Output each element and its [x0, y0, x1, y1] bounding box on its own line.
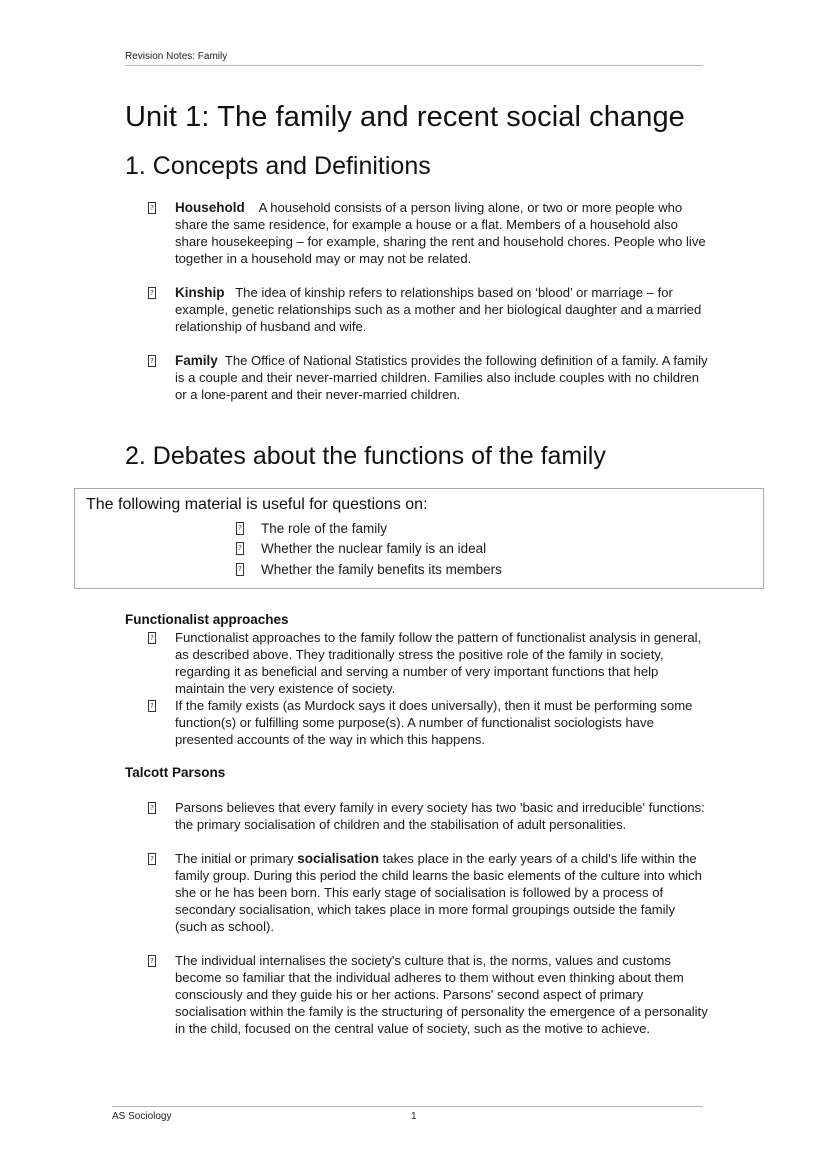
- bullet-icon: ?: [236, 542, 244, 555]
- bullet-icon: ?: [148, 853, 156, 865]
- bullet-icon: ?: [148, 700, 156, 712]
- bullet-icon: ?: [148, 955, 156, 967]
- useful-for-box: [74, 488, 764, 589]
- box-item: ? The role of the family: [236, 518, 502, 539]
- box-title: The following material is useful for questions on:: [86, 496, 428, 513]
- definition-term: Kinship: [175, 285, 225, 300]
- list-item: ? If the family exists (as Murdock says it does universally), then it must be performing some function(s) or fulfilling some purpose(s). A number of functionalist sociologists have presented accounts of the way in which this happens.: [148, 697, 708, 748]
- running-title: Revision Notes: Family: [125, 51, 228, 62]
- box-item: ? Whether the family benefits its members: [236, 559, 502, 580]
- definitions-list: [148, 199, 708, 420]
- functionalist-list: [148, 629, 708, 748]
- section-1-heading: 1. Concepts and Definitions: [125, 152, 431, 180]
- unit-title: Unit 1: The family and recent social change: [125, 101, 685, 133]
- definition-family: [148, 352, 708, 403]
- definition-kinship: [148, 284, 708, 335]
- definition-term: Family: [175, 353, 218, 368]
- bullet-icon: ?: [148, 287, 156, 299]
- bullet-icon: ?: [148, 802, 156, 814]
- page-footer: [112, 1106, 703, 1122]
- definition-text: A household consists of a person living alone, or two or more people who share the same residence, for example a house or a flat. Members of a household also share housekeeping – for example, sharing the rent and household chores. People who live together in a household may or may not be related.: [175, 200, 706, 266]
- bullet-icon: ?: [236, 563, 244, 576]
- section-2-heading: 2. Debates about the functions of the family: [125, 442, 606, 470]
- functionalist-heading: Functionalist approaches: [125, 612, 289, 627]
- list-item: ? The individual internalises the society's culture that is, the norms, values and customs become so familiar that the individual adheres to them without even thinking about them consciously and they guide his or her actions. Parsons' second aspect of primary socialisation within the family is the structuring of personality the emergence of a personality in the child, focused on the central value of society, such as the motive to achieve.: [148, 952, 708, 1037]
- definition-household: [148, 199, 708, 267]
- definition-term: Household: [175, 200, 245, 215]
- talcott-parsons-heading: Talcott Parsons: [125, 765, 226, 780]
- box-list: [236, 518, 502, 580]
- definition-text: The idea of kinship refers to relationships based on ‘blood’ or marriage – for example, genetic relationships such as a mother and her biological daughter and a married relationship of husband and wife.: [175, 285, 702, 334]
- bullet-icon: ?: [148, 202, 156, 214]
- bullet-icon: ?: [148, 355, 156, 367]
- bullet-icon: ?: [236, 522, 244, 535]
- box-item: ? Whether the nuclear family is an ideal: [236, 539, 502, 560]
- list-item: ? The initial or primary socialisation takes place in the early years of a child's life within the family group. During this period the child learns the basic elements of the culture into which she or he has been born. This early stage of socialisation is followed by a process of secondary socialisation, which takes place in more formal groupings outside the family (such as school).: [148, 850, 708, 935]
- definition-text: The Office of National Statistics provides the following definition of a family. A family is a couple and their never-married children. Families also include couples with no children or a lone-parent and their never-married children.: [175, 353, 708, 402]
- page-number: 1: [411, 1111, 417, 1122]
- list-item: ? Functionalist approaches to the family follow the pattern of functionalist analysis in general, as described above. They traditionally stress the positive role of the family in society, regarding it as beneficial and serving a number of very important functions that help maintain the very existence of society.: [148, 629, 708, 697]
- list-item: ? Parsons believes that every family in every society has two 'basic and irreducible' functions: the primary socialisation of children and the stabilisation of adult personalities.: [148, 799, 708, 833]
- bullet-icon: ?: [148, 632, 156, 644]
- footer-course: AS Sociology: [112, 1111, 172, 1122]
- page-header: [125, 51, 703, 66]
- parsons-list: [148, 799, 708, 1037]
- bold-term: socialisation: [297, 851, 380, 866]
